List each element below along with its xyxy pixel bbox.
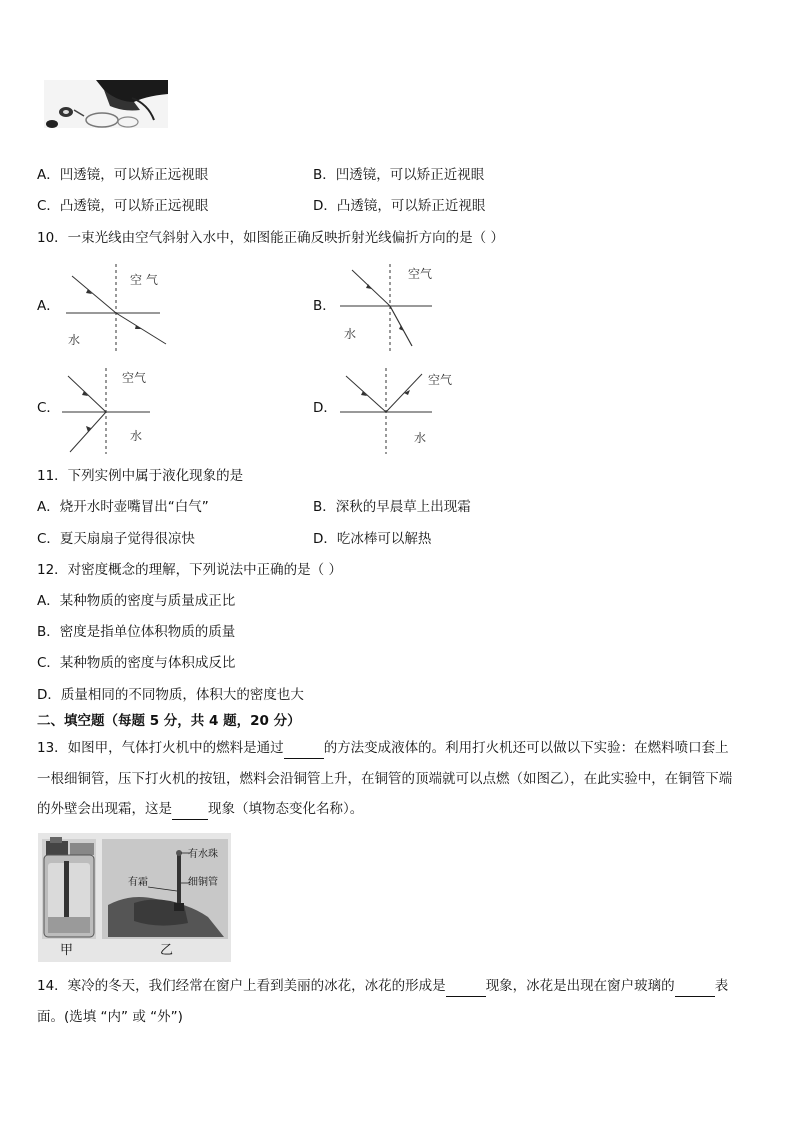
q10-b-water-label: 水	[344, 327, 357, 341]
q10-b-air-label: 空气	[408, 267, 433, 281]
q11-option-c: C．夏天扇扇子觉得很凉快	[37, 531, 195, 547]
q10-a-air-label: 空 气	[130, 273, 158, 287]
q9-glasses-photo	[44, 80, 168, 128]
label-copper-tube: 细铜管	[188, 877, 218, 888]
q14-line-1-mid: 现象，冰花是出现在窗户玻璃的	[485, 978, 675, 994]
q10-c-air-label: 空气	[122, 371, 147, 385]
q13-line-2: 一根细铜管，压下打火机的按钮，燃料会沿铜管上升，在铜管的顶端就可以点燃（如图乙），在此实验中，在铜管下端	[37, 771, 733, 787]
q13-line-1	[37, 738, 729, 759]
q11-option-b: B．深秋的早晨草上出现霜	[313, 499, 471, 515]
q14-line-1-start: 14．寒冷的冬天，我们经常在窗户上看到美丽的冰花，冰花的形成是	[37, 978, 446, 994]
q9-option-b: B．凹透镜，可以矫正近视眼	[313, 167, 485, 183]
q9-option-d: D．凸透镜，可以矫正近视眼	[313, 198, 486, 214]
q12-option-d: D．质量相同的不同物质，体积大的密度也大	[37, 687, 304, 703]
q9-option-a: A．凹透镜，可以矫正远视眼	[37, 167, 209, 183]
q13-line-1-start: 13．如图甲，气体打火机中的燃料是通过	[37, 740, 284, 756]
q10-c-water-label: 水	[130, 429, 143, 443]
q13-figure	[38, 833, 231, 962]
lighter-image	[42, 837, 96, 939]
q10-label-d: D．	[313, 400, 337, 416]
q10-d-air-label: 空气	[428, 373, 453, 387]
q10-diagram-a	[58, 262, 178, 354]
q14-blank-2[interactable]	[675, 976, 715, 997]
q12-option-b: B．密度是指单位体积物质的质量	[37, 624, 236, 640]
label-yi: 乙	[160, 943, 174, 958]
q10-stem: 10．一束光线由空气斜射入水中，如图能正确反映折射光线偏折方向的是（ ）	[37, 230, 504, 246]
label-water-drop: 有水珠	[188, 849, 218, 860]
q13-line-3	[37, 799, 363, 820]
q10-d-water-label: 水	[414, 431, 427, 445]
q14-blank-1[interactable]	[446, 976, 486, 997]
q12-option-a: A．某种物质的密度与质量成正比	[37, 593, 236, 609]
q10-diagram-c	[58, 366, 178, 456]
q14-line-2: 面。(选填 “内” 或 “外”)	[37, 1009, 183, 1025]
q10-a-water-label: 水	[68, 333, 81, 347]
q13-line-1-end: 的方法变成液体的。利用打火机还可以做以下实验：在燃料喷口套上	[323, 740, 729, 756]
q11-option-d: D．吃冰棒可以解热	[313, 531, 432, 547]
q10-diagram-d	[336, 366, 466, 456]
q12-stem: 12．对密度概念的理解，下列说法中正确的是（ ）	[37, 562, 342, 578]
q11-stem: 11．下列实例中属于液化现象的是	[37, 468, 244, 484]
q10-diagram-b	[332, 262, 452, 354]
q10-label-a: A．	[37, 298, 60, 314]
q10-label-c: C．	[37, 400, 60, 416]
q13-blank-2[interactable]	[172, 799, 208, 820]
q10-label-b: B．	[313, 298, 336, 314]
label-jia: 甲	[60, 943, 74, 958]
section-2-title: 二、填空题（每题 5 分，共 4 题，20 分）	[37, 713, 301, 729]
q14-line-1-end: 表	[714, 978, 729, 994]
q13-line-3-end: 现象（填物态变化名称）。	[208, 801, 364, 817]
q11-option-a: A．烧开水时壶嘴冒出“白气”	[37, 499, 209, 515]
q12-option-c: C．某种物质的密度与体积成反比	[37, 655, 236, 671]
label-frost: 有霜	[128, 877, 148, 888]
q13-line-3-start: 的外壁会出现霜，这是	[37, 801, 172, 817]
q14-line-1	[37, 976, 728, 997]
q9-option-c: C．凸透镜，可以矫正远视眼	[37, 198, 209, 214]
q13-blank-1[interactable]	[284, 738, 324, 759]
